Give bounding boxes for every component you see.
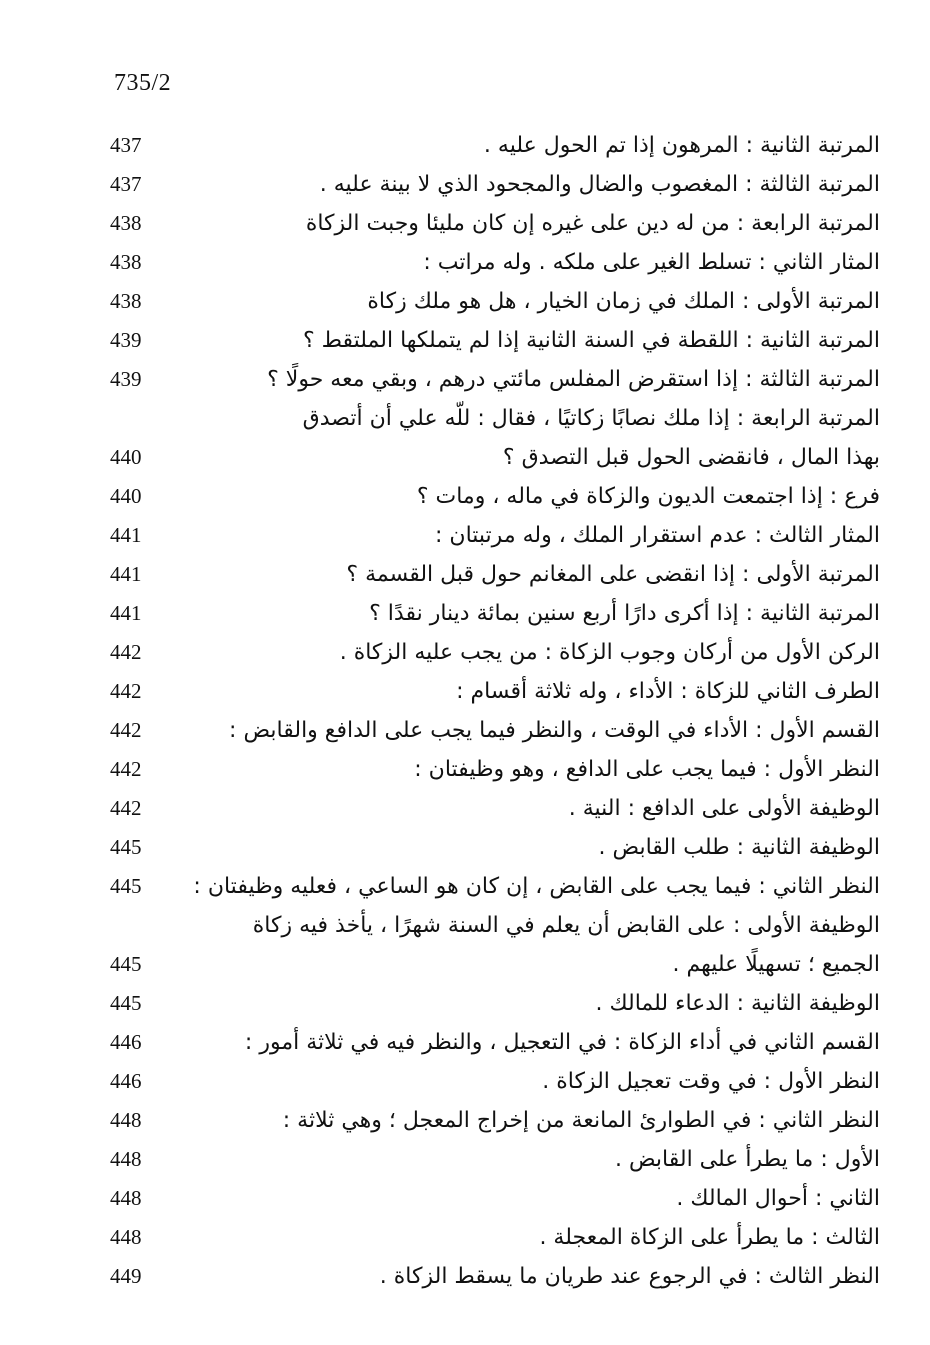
toc-entry: [110, 360, 880, 399]
toc-entry: [110, 555, 880, 594]
toc-entry-page-number: 442: [110, 640, 142, 664]
toc-entry-title: الوظيفة الثانية : طلب القابض .: [598, 835, 880, 860]
toc-entry: [110, 750, 880, 789]
toc-entry-page-number: 442: [110, 757, 142, 781]
toc-entry-title: النظر الثاني : فيما يجب على القابض ، إن كان هو الساعي ، فعليه وظيفتان :: [193, 874, 880, 899]
toc-entry-page-number: 442: [110, 679, 142, 703]
toc-entry: [110, 945, 880, 984]
toc-entry-page-number: 441: [110, 562, 142, 586]
toc-entry-title: المثار الثاني : تسلط الغير على ملكه . وله مراتب :: [423, 250, 880, 275]
toc-entry-page-number: 440: [110, 484, 142, 508]
toc-entry-title: المرتبة الثالثة : إذا استقرض المفلس مائتي درهم ، وبقي معه حولًا ؟: [267, 367, 880, 392]
toc-entry-page-number: 445: [110, 991, 142, 1015]
toc-entry: [110, 204, 880, 243]
toc-entry: [110, 1101, 880, 1140]
toc-entry-title: الجميع ؛ تسهيلًا عليهم .: [672, 952, 880, 977]
table-of-contents: [110, 126, 880, 1296]
toc-entry-page-number: 439: [110, 328, 142, 352]
toc-entry-title: المرتبة الثانية : اللقطة في السنة الثانية إذا لم يتملكها الملتقط ؟: [302, 328, 880, 353]
toc-entry-page-number: 437: [110, 133, 142, 157]
toc-entry-page-number: 437: [110, 172, 142, 196]
toc-entry-title: الوظيفة الأولى : على القابض أن يعلم في السنة شهرًا ، يأخذ فيه زكاة: [252, 913, 880, 938]
toc-entry-page-number: 448: [110, 1186, 142, 1210]
toc-entry: [110, 1062, 880, 1101]
toc-entry: [110, 633, 880, 672]
toc-entry-page-number: 449: [110, 1264, 142, 1288]
toc-entry: [110, 828, 880, 867]
toc-entry: [110, 321, 880, 360]
toc-entry-title: النظر الثاني : في الطوارئ المانعة من إخراج المعجل ؛ وهي ثلاثة :: [282, 1108, 880, 1133]
toc-entry-title: بهذا المال ، فانقضى الحول قبل التصدق ؟: [502, 445, 880, 470]
toc-entry-title: المرتبة الأولى : الملك في زمان الخيار ، هل هو ملك زكاة: [367, 289, 880, 314]
toc-entry: [110, 243, 880, 282]
toc-entry-page-number: 439: [110, 367, 142, 391]
toc-entry-page-number: 438: [110, 250, 142, 274]
toc-entry: [110, 1218, 880, 1257]
toc-entry: [110, 906, 880, 945]
toc-entry-title: الأول : ما يطرأ على القابض .: [614, 1147, 880, 1172]
toc-entry: [110, 165, 880, 204]
toc-entry-page-number: 442: [110, 796, 142, 820]
toc-entry-title: المرتبة الأولى : إذا انقضى على المغانم حول قبل القسمة ؟: [346, 562, 880, 587]
toc-entry: [110, 126, 880, 165]
toc-entry-title: المرتبة الثانية : المرهون إذا تم الحول عليه .: [483, 133, 880, 158]
toc-entry-title: المرتبة الثانية : إذا أكرى دارًا أربع سنين بمائة دينار نقدًا ؟: [369, 601, 880, 626]
toc-entry-page-number: 448: [110, 1225, 142, 1249]
toc-entry: [110, 1179, 880, 1218]
toc-entry-page-number: 438: [110, 289, 142, 313]
toc-entry: [110, 438, 880, 477]
toc-entry-title: النظر الثالث : في الرجوع عند طريان ما يسقط الزكاة .: [379, 1264, 880, 1289]
toc-entry-title: القسم الثاني في أداء الزكاة : في التعجيل ، والنظر فيه في ثلاثة أمور :: [244, 1030, 880, 1055]
toc-entry-title: المرتبة الرابعة : إذا ملك نصابًا زكاتيًا ، فقال : للّه علي أن أتصدق: [302, 406, 880, 431]
toc-entry: [110, 1257, 880, 1296]
toc-entry-page-number: 441: [110, 601, 142, 625]
toc-entry-title: المرتبة الرابعة : من له دين على غيره إن كان مليئا وجبت الزكاة: [305, 211, 880, 236]
toc-entry-title: المثار الثالث : عدم استقرار الملك ، وله مرتبتان :: [435, 523, 880, 548]
toc-entry: [110, 789, 880, 828]
toc-entry: [110, 984, 880, 1023]
toc-entry-title: الطرف الثاني للزكاة : الأداء ، وله ثلاثة أقسام :: [456, 679, 880, 704]
toc-entry: [110, 672, 880, 711]
toc-entry-title: الثالث : ما يطرأ على الزكاة المعجلة .: [539, 1225, 880, 1250]
toc-entry-title: الوظيفة الأولى على الدافع : النية .: [568, 796, 880, 821]
toc-entry: [110, 399, 880, 438]
toc-entry-title: النظر الأول : في وقت تعجيل الزكاة .: [542, 1069, 880, 1094]
toc-entry-page-number: 441: [110, 523, 142, 547]
toc-entry-title: فرع : إذا اجتمعت الديون والزكاة في ماله ، ومات ؟: [416, 484, 880, 509]
toc-entry: [110, 516, 880, 555]
toc-entry-page-number: 442: [110, 718, 142, 742]
toc-entry: [110, 282, 880, 321]
toc-entry-title: المرتبة الثالثة : المغصوب والضال والمجحود الذي لا بينة عليه .: [319, 172, 880, 197]
toc-entry-title: الركن الأول من أركان وجوب الزكاة : من يجب عليه الزكاة .: [339, 640, 880, 665]
toc-entry-title: الوظيفة الثانية : الدعاء للمالك .: [595, 991, 880, 1016]
toc-entry: [110, 1140, 880, 1179]
toc-entry: [110, 711, 880, 750]
page-reference: 735/2: [114, 70, 172, 96]
toc-entry: [110, 477, 880, 516]
toc-entry: [110, 1023, 880, 1062]
toc-entry-title: الثاني : أحوال المالك .: [676, 1186, 880, 1211]
toc-entry: [110, 867, 880, 906]
toc-entry-page-number: 445: [110, 874, 142, 898]
toc-entry-page-number: 448: [110, 1147, 142, 1171]
toc-entry-page-number: 445: [110, 952, 142, 976]
toc-entry: [110, 594, 880, 633]
toc-entry-page-number: 440: [110, 445, 142, 469]
toc-entry-page-number: 448: [110, 1108, 142, 1132]
toc-entry-page-number: 446: [110, 1069, 142, 1093]
toc-entry-page-number: 438: [110, 211, 142, 235]
toc-entry-page-number: 446: [110, 1030, 142, 1054]
toc-entry-page-number: 445: [110, 835, 142, 859]
toc-entry-title: النظر الأول : فيما يجب على الدافع ، وهو وظيفتان :: [414, 757, 880, 782]
toc-entry-title: القسم الأول : الأداء في الوقت ، والنظر فيما يجب على الدافع والقابض :: [229, 718, 880, 743]
